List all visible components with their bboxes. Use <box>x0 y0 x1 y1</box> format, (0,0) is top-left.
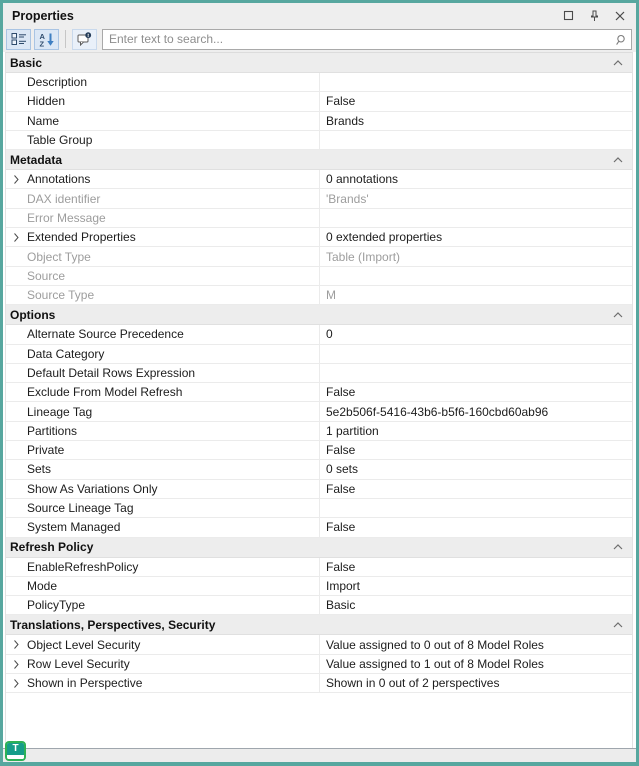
property-name-cell[interactable] <box>6 422 320 440</box>
property-name-cell[interactable] <box>6 480 320 498</box>
property-name: Default Detail Rows Expression <box>27 366 196 380</box>
property-row[interactable] <box>6 402 632 421</box>
svg-text:Z: Z <box>39 39 44 47</box>
property-value: False <box>326 481 356 496</box>
property-name: Sets <box>27 462 52 477</box>
expand-row-icon[interactable] <box>14 233 19 242</box>
property-name-cell[interactable] <box>6 345 320 363</box>
property-name-cell[interactable] <box>6 247 320 265</box>
section-header[interactable] <box>6 538 632 558</box>
property-name-cell[interactable] <box>6 635 320 653</box>
property-row[interactable] <box>6 325 632 344</box>
property-row[interactable] <box>6 73 632 92</box>
property-value-cell[interactable] <box>320 247 632 265</box>
property-name-cell[interactable] <box>6 383 320 401</box>
property-value: 0 extended properties <box>326 230 443 245</box>
property-row[interactable] <box>6 209 632 228</box>
property-value-cell[interactable] <box>320 422 632 440</box>
property-row[interactable] <box>6 189 632 208</box>
property-name-cell[interactable] <box>6 577 320 595</box>
property-value-cell[interactable] <box>320 325 632 343</box>
property-grid <box>5 52 633 748</box>
property-value-cell[interactable] <box>320 674 632 692</box>
sort-az-icon <box>39 32 55 47</box>
property-row[interactable] <box>6 364 632 383</box>
property-name-cell[interactable] <box>6 441 320 459</box>
expand-row-icon[interactable] <box>14 660 19 669</box>
property-row[interactable] <box>6 558 632 577</box>
property-row[interactable] <box>6 112 632 131</box>
property-name: Description <box>27 75 88 90</box>
section-header[interactable] <box>6 150 632 170</box>
property-row[interactable] <box>6 596 632 615</box>
property-row[interactable] <box>6 286 632 305</box>
property-value: 0 annotations <box>326 172 399 187</box>
property-name: System Managed <box>27 520 121 535</box>
collapse-section-icon[interactable] <box>613 622 623 628</box>
property-value: False <box>326 385 356 400</box>
section-title: Basic <box>10 55 43 70</box>
property-value-cell[interactable] <box>320 228 632 246</box>
property-value-cell[interactable] <box>320 189 632 207</box>
property-name: Table Group <box>27 133 93 148</box>
property-name: Partitions <box>27 423 78 438</box>
property-row[interactable] <box>6 674 632 693</box>
property-name-cell[interactable] <box>6 655 320 673</box>
property-name: Mode <box>27 578 58 593</box>
property-value: False <box>326 94 356 109</box>
property-name: Source Type <box>27 288 95 303</box>
sort-alphabetical-button[interactable] <box>34 29 59 50</box>
property-name: EnableRefreshPolicy <box>27 559 139 574</box>
float-window-button[interactable] <box>561 9 575 23</box>
property-row[interactable] <box>6 518 632 537</box>
property-value-cell[interactable] <box>320 577 632 595</box>
property-name: Exclude From Model Refresh <box>27 385 183 400</box>
property-name: Object Type <box>27 249 91 264</box>
property-value: False <box>326 443 356 458</box>
property-name-cell[interactable] <box>6 112 320 130</box>
property-name-cell[interactable] <box>6 674 320 692</box>
property-name-cell[interactable] <box>6 460 320 478</box>
property-value: 'Brands' <box>326 191 369 206</box>
property-name-cell[interactable] <box>6 596 320 614</box>
collapse-section-icon[interactable] <box>613 157 623 163</box>
property-value-cell[interactable] <box>320 209 632 227</box>
property-row[interactable] <box>6 480 632 499</box>
property-row[interactable] <box>6 247 632 266</box>
collapse-section-icon[interactable] <box>613 60 623 66</box>
property-name: DAX identifier <box>27 191 101 206</box>
property-name: Error Message <box>27 210 106 225</box>
search-box[interactable] <box>102 29 632 50</box>
expand-row-icon[interactable] <box>14 640 19 649</box>
property-name-cell[interactable] <box>6 209 320 227</box>
property-name-cell[interactable] <box>6 131 320 149</box>
toolbar-separator <box>65 30 66 48</box>
property-value-cell[interactable] <box>320 441 632 459</box>
pin-icon <box>589 10 600 22</box>
property-value-cell[interactable] <box>320 383 632 401</box>
property-name: Object Level Security <box>27 637 141 652</box>
property-name: Row Level Security <box>27 656 130 671</box>
property-row[interactable] <box>6 131 632 150</box>
property-value: M <box>326 288 336 303</box>
property-value: 5e2b506f-5416-43b6-b5f6-160cbd60ab96 <box>326 404 549 419</box>
callout-badge-icon <box>77 32 92 46</box>
property-value: 1 partition <box>326 423 379 438</box>
property-value: False <box>326 520 356 535</box>
property-value: False <box>326 559 356 574</box>
property-value-cell[interactable] <box>320 596 632 614</box>
search-input[interactable] <box>103 32 631 46</box>
property-row[interactable] <box>6 170 632 189</box>
property-row[interactable] <box>6 345 632 364</box>
property-value-cell[interactable] <box>320 499 632 517</box>
property-row[interactable] <box>6 441 632 460</box>
property-value-cell[interactable] <box>320 402 632 420</box>
property-value-cell[interactable] <box>320 480 632 498</box>
badge-letter: T <box>7 743 24 755</box>
property-value: 0 sets <box>326 462 359 477</box>
property-value: 0 <box>326 327 333 342</box>
property-value-cell[interactable] <box>320 267 632 285</box>
panel-titlebar[interactable] <box>3 3 636 28</box>
property-row[interactable] <box>6 655 632 674</box>
property-value-cell[interactable] <box>320 345 632 363</box>
expand-row-icon[interactable] <box>14 175 19 184</box>
property-name-cell[interactable] <box>6 558 320 576</box>
property-description-button[interactable] <box>72 29 97 50</box>
property-name-cell[interactable] <box>6 73 320 91</box>
property-value-cell[interactable] <box>320 558 632 576</box>
property-value-cell[interactable] <box>320 73 632 91</box>
property-value-cell[interactable] <box>320 518 632 536</box>
property-name-cell[interactable] <box>6 518 320 536</box>
property-row[interactable] <box>6 228 632 247</box>
property-name-cell[interactable] <box>6 267 320 285</box>
property-value-cell[interactable] <box>320 655 632 673</box>
property-name: Extended Properties <box>27 230 136 245</box>
section-title: Refresh Policy <box>10 540 94 555</box>
property-name: Source Lineage Tag <box>27 501 134 516</box>
close-button[interactable] <box>613 9 627 23</box>
property-value: Shown in 0 out of 2 perspectives <box>326 676 500 691</box>
property-name: Shown in Perspective <box>27 676 143 691</box>
property-row[interactable] <box>6 577 632 596</box>
property-value: Table (Import) <box>326 249 401 264</box>
property-value-cell[interactable] <box>320 364 632 382</box>
property-value: Value assigned to 1 out of 8 Model Roles <box>326 656 544 671</box>
property-name-cell[interactable] <box>6 92 320 110</box>
property-name-cell[interactable] <box>6 499 320 517</box>
property-name-cell[interactable] <box>6 189 320 207</box>
panel-title: Properties <box>12 8 74 23</box>
float-icon <box>563 10 574 21</box>
property-value: Basic <box>326 598 356 613</box>
property-name: Alternate Source Precedence <box>27 327 184 342</box>
property-name: Show As Variations Only <box>27 481 158 496</box>
section-title: Metadata <box>10 152 63 167</box>
collapse-section-icon[interactable] <box>613 544 623 550</box>
property-row[interactable] <box>6 267 632 286</box>
property-value-cell[interactable] <box>320 131 632 149</box>
pin-button[interactable] <box>587 9 601 23</box>
property-name: Source <box>27 268 66 283</box>
property-row[interactable] <box>6 499 632 518</box>
property-name-cell[interactable] <box>6 286 320 304</box>
property-name: Lineage Tag <box>27 404 93 419</box>
properties-toolbar <box>3 28 636 52</box>
property-name: Hidden <box>27 94 66 109</box>
property-name-cell[interactable] <box>6 402 320 420</box>
property-name: PolicyType <box>27 598 86 613</box>
categorized-view-button[interactable] <box>6 29 31 50</box>
section-header[interactable] <box>6 53 632 73</box>
property-name: Data Category <box>27 346 105 361</box>
property-row[interactable] <box>6 422 632 441</box>
property-value-cell[interactable] <box>320 286 632 304</box>
property-row[interactable] <box>6 635 632 654</box>
tabular-editor-badge <box>5 741 26 761</box>
expand-row-icon[interactable] <box>14 679 19 688</box>
property-name-cell[interactable] <box>6 364 320 382</box>
property-name: Name <box>27 113 60 128</box>
property-value: Value assigned to 0 out of 8 Model Roles <box>326 637 544 652</box>
section-header[interactable] <box>6 305 632 325</box>
property-value-cell[interactable] <box>320 92 632 110</box>
property-name-cell[interactable] <box>6 325 320 343</box>
collapse-section-icon[interactable] <box>613 312 623 318</box>
property-value-cell[interactable] <box>320 635 632 653</box>
property-value-cell[interactable] <box>320 112 632 130</box>
section-header[interactable] <box>6 615 632 635</box>
property-value: Brands <box>326 113 365 128</box>
property-row[interactable] <box>6 92 632 111</box>
bottom-strip <box>3 748 636 762</box>
window-controls <box>561 9 627 23</box>
property-value: Import <box>326 578 361 593</box>
property-name: Private <box>27 443 65 458</box>
categorized-icon <box>11 32 27 46</box>
section-title: Options <box>10 307 56 322</box>
svg-text:A: A <box>39 31 45 41</box>
property-row[interactable] <box>6 460 632 479</box>
property-value-cell[interactable] <box>320 460 632 478</box>
property-name-cell[interactable] <box>6 228 320 246</box>
property-value-cell[interactable] <box>320 170 632 188</box>
property-row[interactable] <box>6 383 632 402</box>
section-title: Translations, Perspectives, Security <box>10 617 216 632</box>
property-name: Annotations <box>27 172 91 187</box>
close-icon <box>615 11 625 21</box>
property-name-cell[interactable] <box>6 170 320 188</box>
